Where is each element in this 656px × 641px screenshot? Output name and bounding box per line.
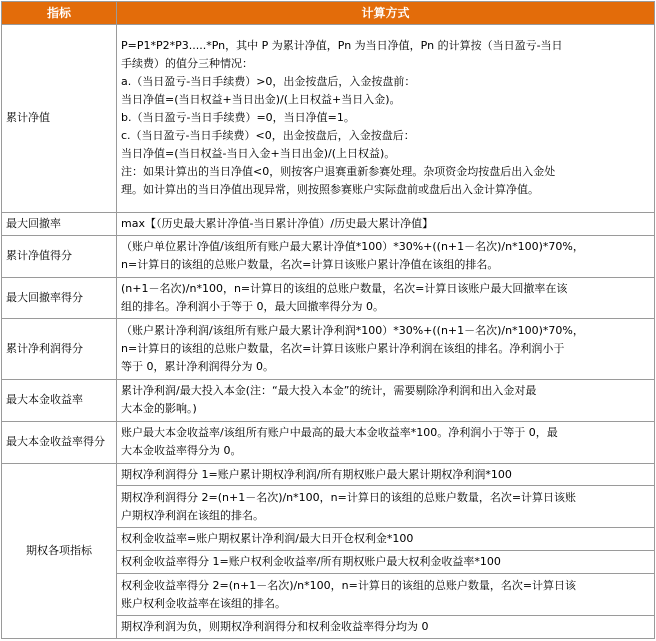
row-description: [117, 528, 655, 551]
desc-line: 当日净值=(当日权益+当日出金)/(上日权益+当日入金)。: [121, 93, 401, 107]
row-description: [117, 319, 655, 380]
desc-line: 期权净利润为负，则期权净利润得分和权利金收益率得分均为 0: [121, 619, 429, 633]
desc-line: b.（当日盈亏-当日手续费）=0，当日净值=1。: [121, 111, 355, 125]
desc-line: 理。如计算出的当日净值出现异常，则按照参赛账户实际盘前或盘后出入金计算净值。: [121, 183, 539, 197]
row-name: 累计净利润得分: [2, 319, 117, 380]
desc-line: 户期权净利润在该组的排名。: [121, 508, 264, 522]
desc-line: (n+1－名次)/n*100，n=计算日的该组的总账户数量，名次=计算日该账户最大回撤率在该: [121, 282, 568, 296]
desc-line: 手续费）的值分三种情况：: [121, 57, 253, 71]
row-description: [117, 24, 655, 212]
row-profit-score: [2, 319, 655, 380]
header-calculation: 计算方式: [117, 2, 655, 25]
row-name: 累计净值: [2, 24, 117, 212]
row-drawdown-score: [2, 277, 655, 319]
desc-line: 当日净值=(当日权益-当日入金+当日出金)/(上日权益)。: [121, 147, 396, 161]
desc-line: 期权净利润得分 2=(n+1－名次)/n*100，n=计算日的该组的总账户数量，名次=计算日该账: [121, 490, 577, 504]
header-row: [2, 2, 655, 25]
row-description: [117, 574, 655, 616]
row-description: [117, 551, 655, 574]
row-name: 累计净值得分: [2, 235, 117, 277]
row-max-drawdown: [2, 212, 655, 235]
metrics-table: [1, 1, 655, 639]
row-cumulative-nav: [2, 24, 655, 212]
row-description: [117, 212, 655, 235]
header-indicator: 指标: [2, 2, 117, 25]
desc-line: 期权净利润得分 1=账户累计期权净利润/所有期权账户最大累计期权净利润*100: [121, 467, 512, 481]
desc-line: 权利金收益率得分 2=(n+1－名次)/n*100，n=计算日的该组的总账户数量，名次=计算日该: [121, 578, 577, 592]
row-nav-score: [2, 235, 655, 277]
row-name: 最大回撤率得分: [2, 277, 117, 319]
desc-line: n=计算日的该组的总账户数量，名次=计算日该账户累计净值在该组的排名。: [121, 258, 499, 272]
row-name: 最大本金收益率: [2, 379, 117, 421]
row-description: [117, 615, 655, 638]
desc-line: 组的排名。净利润小于等于 0，最大回撤率得分为 0。: [121, 300, 384, 314]
desc-line: a.（当日盈亏-当日手续费）>0，出金按盘后，入金按盘前：: [121, 75, 416, 89]
desc-line: n=计算日的该组的总账户数量，名次=计算日该账户累计净利润在该组的排名。净利润小于: [121, 342, 565, 356]
desc-line: max【（历史最大累计净值-当日累计净值）/历史最大累计净值】: [121, 216, 434, 230]
desc-line: 账户权利金收益率在该组的排名。: [121, 596, 286, 610]
desc-line: 累计净利润/最大投入本金(注：“最大投入本金”的统计，需要剔除净利润和出入金对最: [121, 384, 537, 398]
row-name: [2, 421, 117, 463]
desc-line: c.（当日盈亏-当日手续费）<0，出金按盘后，入金按盘后：: [121, 129, 415, 143]
row-name-text: 最大本金收益率得分: [6, 435, 105, 449]
desc-line: 大本金收益率得分为 0。: [121, 444, 242, 458]
desc-line: 权利金收益率得分 1=账户权利金收益率/所有期权账户最大权利金收益率*100: [121, 555, 501, 569]
desc-line: （账户累计净利润/该组所有账户最大累计净利润*100）*30%+((n+1－名次)/n*100)*70%，: [121, 324, 584, 338]
row-description: [117, 379, 655, 421]
row-description: [117, 277, 655, 319]
row-description: [117, 421, 655, 463]
desc-line: （账户单位累计净值/该组所有账户最大累计净值*100）*30%+((n+1－名次)/n*100)*70%，: [121, 240, 584, 254]
row-description: [117, 486, 655, 528]
row-option-sub-1: [2, 463, 655, 486]
group-name: 期权各项指标: [2, 463, 117, 638]
desc-line: 等于 0，累计净利润得分为 0。: [121, 360, 274, 374]
desc-line: 权利金收益率=账户期权累计净利润/最大日开仓权利金*100: [121, 532, 414, 546]
desc-line: 大本金的影响。): [121, 402, 197, 416]
row-max-capital-return: [2, 379, 655, 421]
desc-line: P=P1*P2*P3.....*Pn，其中 P 为累计净值，Pn 为当日净值，Pn 的计算按（当日盈亏-当日: [121, 39, 563, 53]
desc-line: 账户最大本金收益率/该组所有账户中最高的最大本金收益率*100。净利润小于等于 0，最: [121, 426, 558, 440]
desc-line: 注：如果计算出的当日净值<0，则按客户退赛重新参赛处理。杂项资金均按盘后出入金处: [121, 165, 556, 179]
row-description: [117, 235, 655, 277]
row-name: 最大回撤率: [2, 212, 117, 235]
row-max-capital-return-score: [2, 421, 655, 463]
row-description: [117, 463, 655, 486]
